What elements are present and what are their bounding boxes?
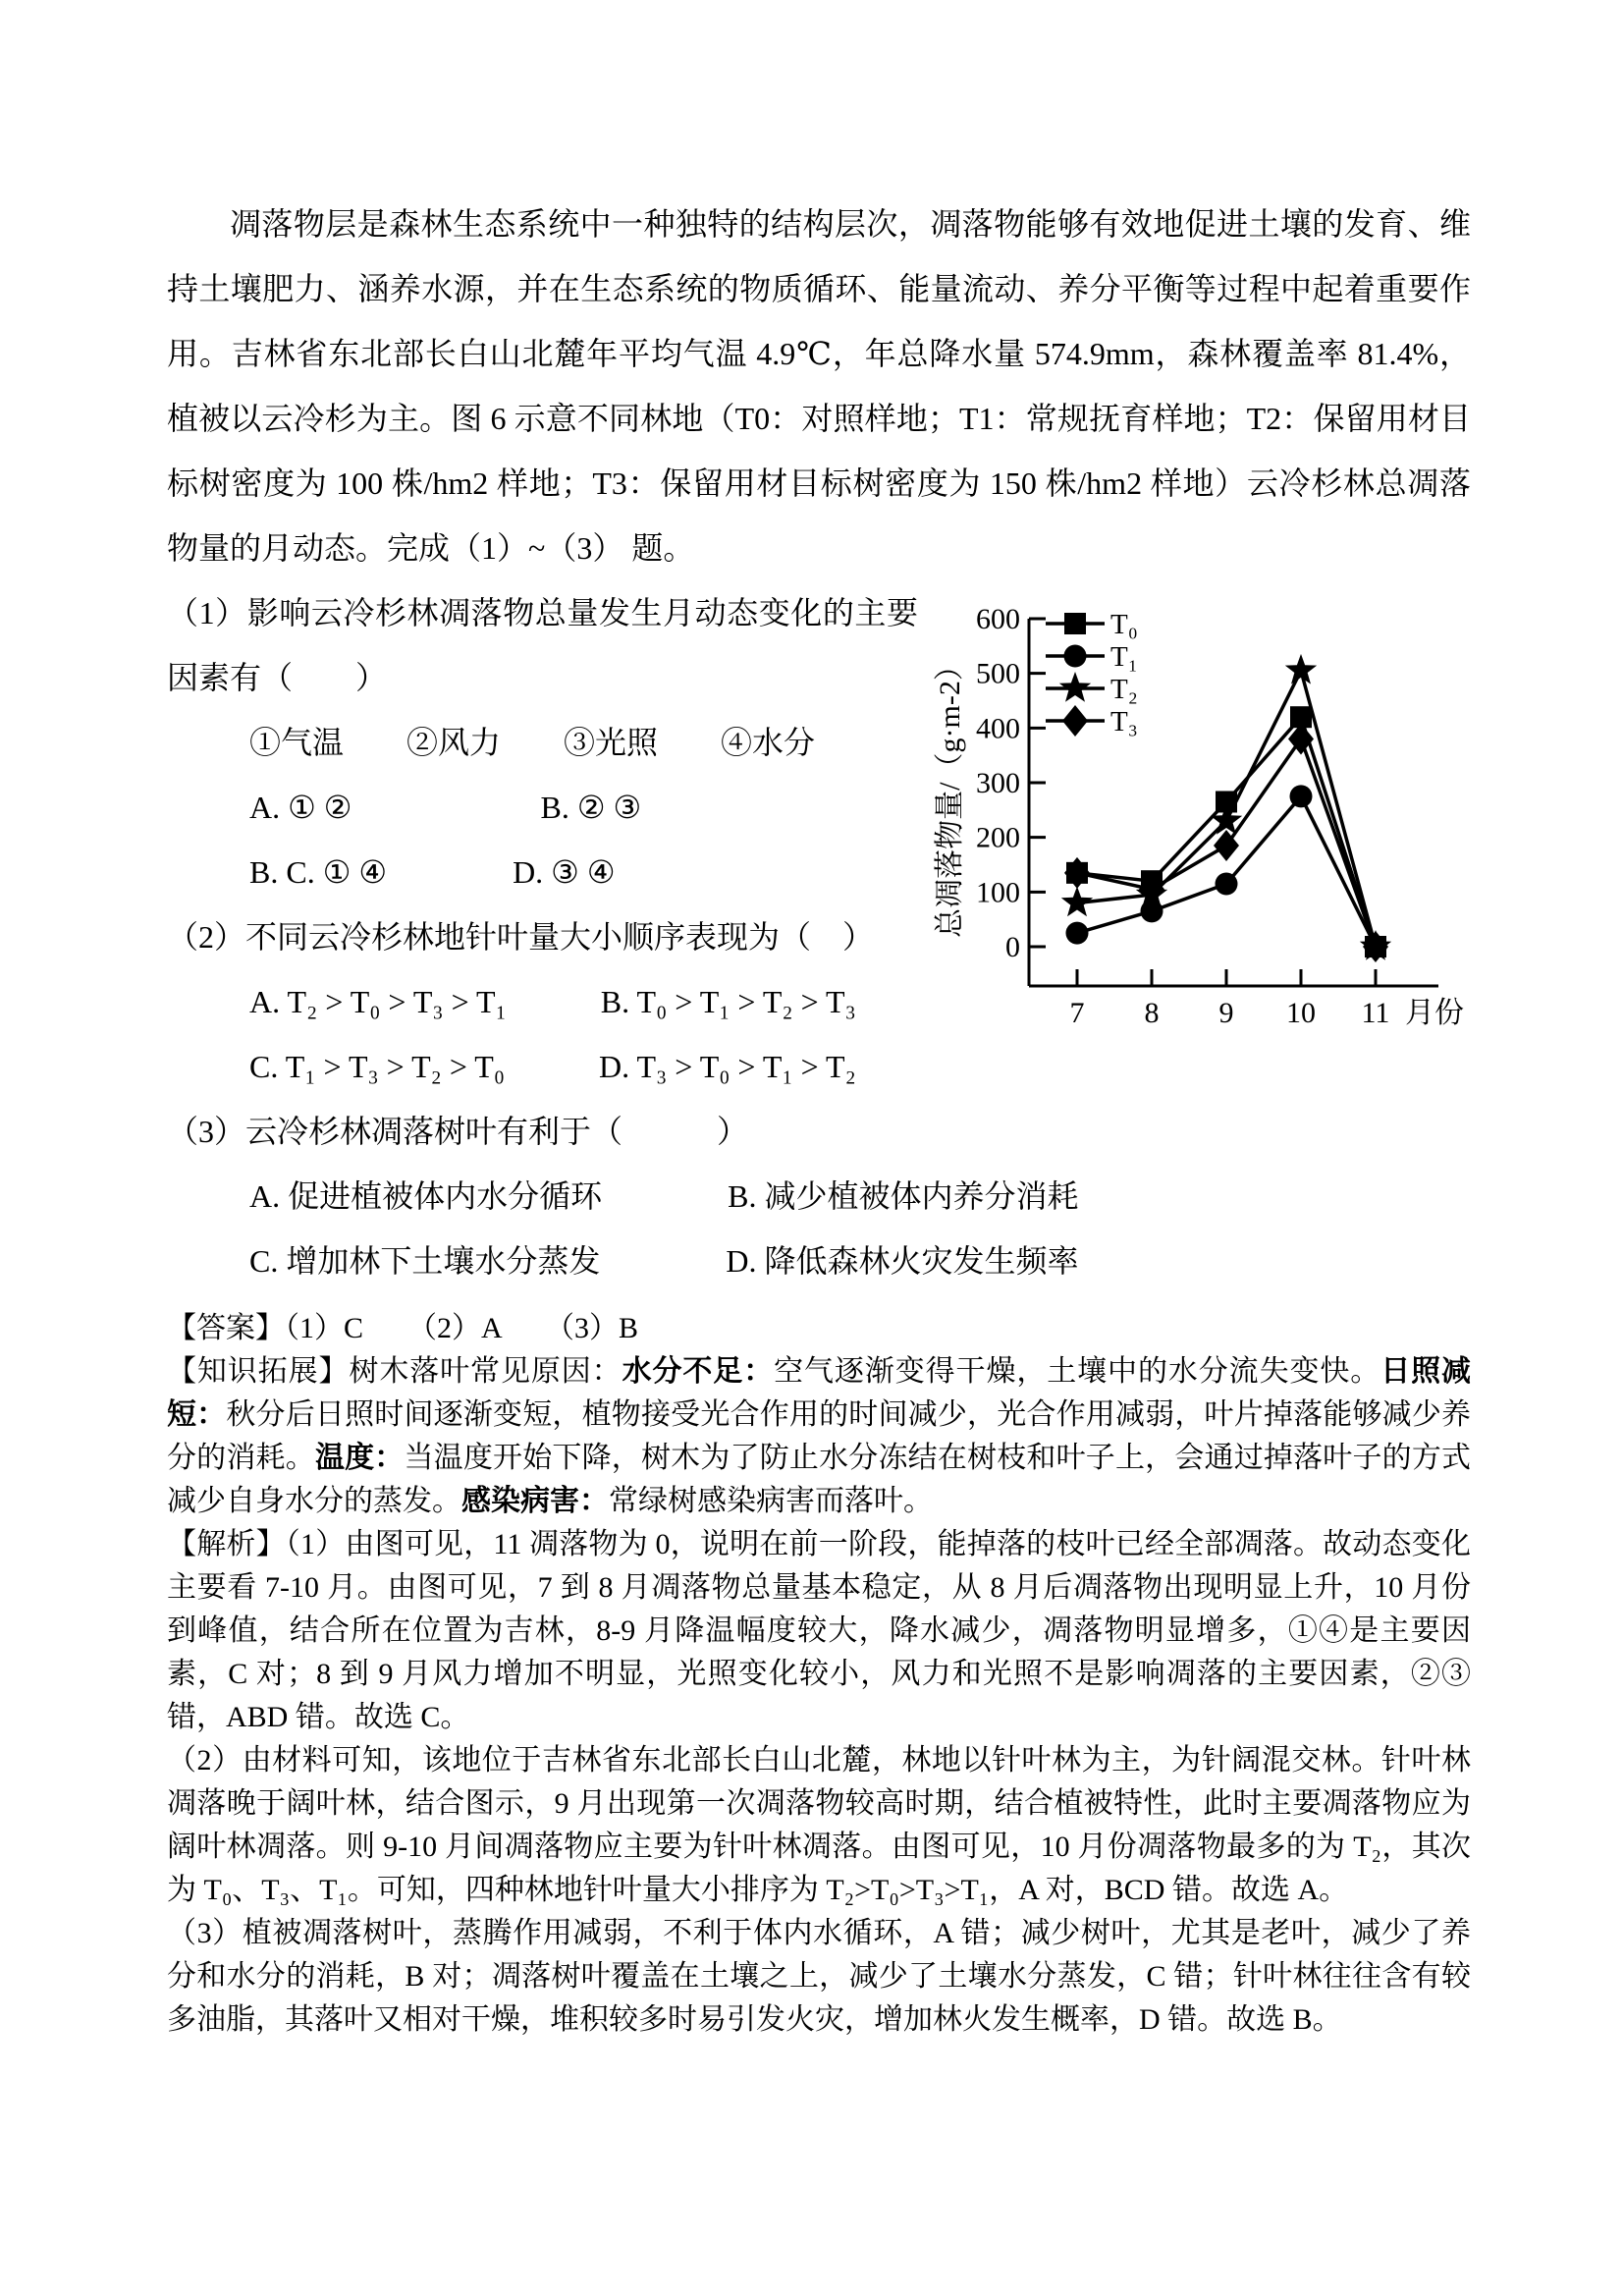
y-tick-label: 500: [976, 657, 1020, 690]
question-1-stem: （1）影响云冷杉林凋落物总量发生月动态变化的主要因素有（ ）: [167, 595, 918, 695]
x-tick-label: 10: [1286, 997, 1316, 1029]
intro-paragraph: 凋落物层是森林生态系统中一种独特的结构层次，凋落物能够有效地促进土壤的发育、维持土壤肥力、涵养水源，并在生态系统的物质循环、能量流动、养分平衡等过程中起着重要作用。吉林省东北部长白山北麓年平均气温 4.9℃，年总降水量 574.9mm，森林覆盖率 81.4%，植被以云冷杉为主。图 6 示意不同林地（T0：对照样地；T1：常规抚育样地；T2：保留用材目标树密度为 100 株/hm2 样地；T3：保留用材目标树密度为 150 株/hm2 样地）云冷杉林总凋落物量的月动态。完成（1）~（3） 题。: [167, 206, 1471, 566]
question-1-items: ①气温 ②风力 ③光照 ④水分: [249, 725, 816, 760]
y-tick-label: 200: [976, 821, 1020, 854]
litterfall-line-chart: [936, 586, 1471, 1030]
x-axis-title: 月份: [1405, 997, 1464, 1029]
x-tick-label: 8: [1144, 997, 1160, 1029]
y-tick-label: 400: [976, 712, 1020, 745]
chart-svg: [936, 586, 1471, 1030]
y-tick-label: 100: [976, 876, 1020, 909]
circle-marker: [1216, 872, 1238, 895]
question-3-stem: （3）云冷杉林凋落树叶有利于（ ）: [167, 1114, 749, 1149]
question-2-stem: （2）不同云冷杉林地针叶量大小顺序表现为（ ）: [167, 919, 875, 955]
y-tick-label: 300: [976, 767, 1020, 799]
star-marker: [1061, 886, 1093, 916]
answer-analysis-section: [167, 1307, 1471, 2042]
y-tick-label: 600: [976, 603, 1020, 635]
question-3-option-row-ab: A. 促进植被体内水分循环 B. 减少植被体内养分消耗: [249, 1178, 1079, 1214]
question-1-option-row-ab: A. ① ② B. ② ③: [249, 790, 642, 825]
legend-label: T₂: [1110, 674, 1138, 705]
x-tick-label: 11: [1361, 997, 1390, 1029]
question-3-option-row-cd: C. 增加林下土壤水分蒸发 D. 降低森林火灾发生频率: [249, 1243, 1079, 1279]
x-tick-label: 9: [1218, 997, 1234, 1029]
knowledge-paragraph: 【知识拓展】树木落叶常见原因：水分不足：空气逐渐变得干燥，土壤中的水分流失变快。日照减短：秋分后日照时间逐渐变短，植物接受光合作用的时间减少，光合作用减弱，叶片掉落能够减少养分的消耗。温度：当温度开始下降，树木为了防止水分冻结在树枝和叶子上，会通过掉落叶子的方式减少自身水分的蒸发。感染病害：常绿树感染病害而落叶。: [167, 1355, 1472, 1517]
square-marker: [1064, 613, 1086, 634]
y-axis-title: 总凋落物量/（g·m-2）: [934, 651, 966, 938]
analysis-paragraph-2: （2）由材料可知，该地位于吉林省东北部长白山北麓，林地以针叶林为主，为针阔混交林。针叶林凋落晚于阔叶林，结合图示，9 月出现第一次凋落物较高时期，结合植被特性，此时主要凋落物应为阔叶林凋落。则 9-10 月间凋落物应主要为针叶林凋落。由图可见，10 月份凋落物最多的为 T₂，其次为 T₀、T₃、T₁。可知，四种林地针叶量大小排序为 T₂>T₀>T₃>T₁，A 对，BCD 错。故选 A。: [167, 1744, 1471, 1906]
star-marker: [1285, 654, 1317, 684]
y-tick-label: 0: [1005, 931, 1020, 963]
legend-label: T₁: [1110, 641, 1138, 673]
circle-marker: [1064, 645, 1087, 668]
circle-marker: [1290, 785, 1313, 807]
question-2-option-row-cd: C. T₁ > T₃ > T₂ > T₀ D. T₃ > T₀ > T₁ > T₂: [249, 1049, 856, 1084]
legend-label: T₀: [1110, 609, 1138, 640]
questions-section: [167, 580, 1471, 1293]
diamond-marker: [1062, 705, 1088, 737]
diamond-marker: [1064, 857, 1090, 889]
circle-marker: [1066, 922, 1089, 945]
question-2-option-row-ab: A. T₂ > T₀ > T₃ > T₁ B. T₀ > T₁ > T₂ > T₃: [249, 984, 856, 1019]
star-marker: [1059, 672, 1091, 702]
question-1-option-row-cd: B. C. ① ④ D. ③ ④: [249, 854, 616, 890]
solution-block: [167, 1350, 1471, 2042]
analysis-paragraph-3: （3）植被凋落树叶，蒸腾作用减弱，不利于体内水循环，A 错；减少树叶，尤其是老叶，减少了养分和水分的消耗，B 对；凋落树叶覆盖在土壤之上，减少了土壤水分蒸发，C 错；针叶林往往含有较多油脂，其落叶又相对干燥，堆积较多时易引发火灾，增加林火发生概率，D 错。故选 B。: [167, 1917, 1471, 2036]
answer-line: 【答案】（1）C （2）A （3）B: [167, 1312, 639, 1344]
x-tick-label: 7: [1069, 997, 1085, 1029]
analysis-paragraph-1: 【解析】（1）由图可见，11 凋落物为 0，说明在前一阶段，能掉落的枝叶已经全部凋落。故动态变化主要看 7-10 月。由图可见，7 到 8 月凋落物总量基本稳定，从 8 月后凋落物出现明显上升，10 月份到峰值，结合所在位置为吉林，8-9 月降温幅度较大，降水减少，凋落物明显增多，①④是主要因素，C 对；8 到 9 月风力增加不明显，光照变化较小，风力和光照不是影响凋落的主要因素，②③错，ABD 错。故选 C。: [167, 1528, 1471, 1733]
legend-label: T₃: [1110, 706, 1138, 738]
